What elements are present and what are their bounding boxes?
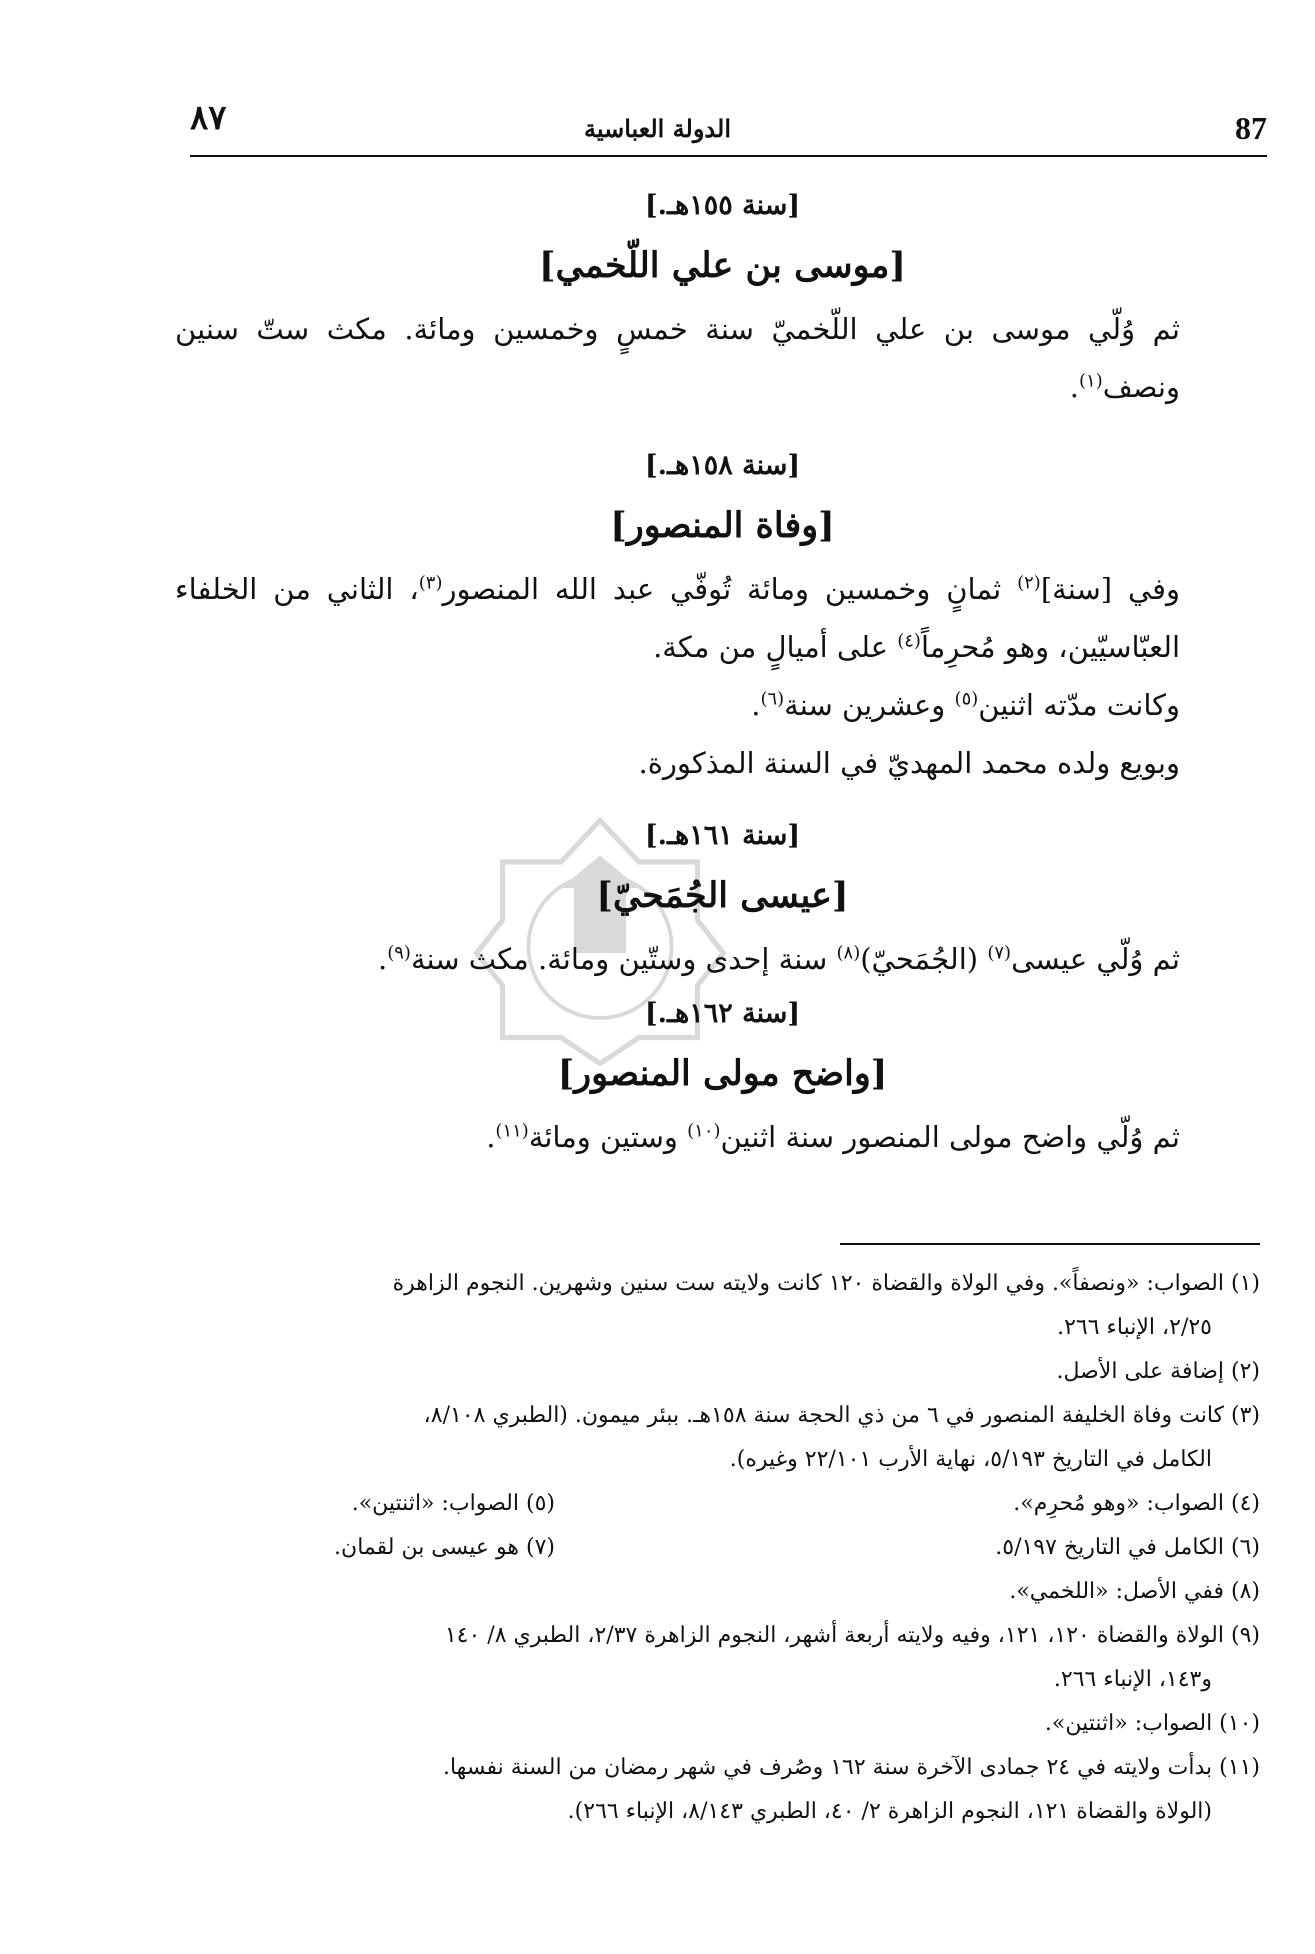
footnote-ref: (٦) <box>760 688 785 710</box>
section-heading: [وفاة المنصور] <box>610 505 835 546</box>
footnote-ref: (٧) <box>987 942 1012 964</box>
page-number-arabic: ٨٧ <box>190 98 227 138</box>
paragraph: ثم وُلّي موسى بن علي اللّخميّ سنة خمسٍ وخمسين ومائة. مكث ستّ سنين ونصف$^{(١)}$. <box>175 312 1180 404</box>
footnote-ref: (١) <box>1079 370 1103 392</box>
header-rule <box>190 155 1267 157</box>
footnote-ref: (٣) <box>418 572 443 594</box>
running-header <box>0 98 1315 168</box>
paragraph: وبويع ولده محمد المهديّ في السنة المذكورة. <box>638 746 1180 780</box>
footnote-pair <box>170 1482 1260 1526</box>
year-heading: [سنة ١٥٥هـ.] <box>644 190 801 221</box>
footnote-pair <box>170 1526 1260 1570</box>
footnote: (٦) الكامل في التاريخ ٥/١٩٧. <box>995 1535 1260 1560</box>
year-heading: [سنة ١٥٨هـ.] <box>644 450 801 481</box>
paragraph: ثم وُلّي واضح مولى المنصور سنة اثنين$^{(١٠)}$ وستين ومائة$^{(١١)}$. <box>486 1120 1180 1154</box>
section-heading: [عيسى الجُمَحيّ] <box>596 875 849 916</box>
footnote: (٥) الصواب: «اثنتين». <box>351 1491 555 1516</box>
footnote-ref: (١٠) <box>687 1120 721 1142</box>
year-heading: [سنة ١٦١هـ.] <box>644 820 801 851</box>
footnote: (١١) بدأت ولايته في ٢٤ جمادى الآخرة سنة ١٦٢ وصُرف في شهر رمضان من السنة نفسها. <box>442 1755 1260 1780</box>
footnote-rule <box>840 1243 1260 1245</box>
year-heading: [سنة ١٦٢هـ.] <box>644 998 801 1029</box>
footnote-continuation: الكامل في التاريخ ٥/١٩٣، نهاية الأرب ٢٢/١٠١ وغيره). <box>729 1447 1212 1472</box>
footnote-ref: (٢) <box>1017 572 1041 594</box>
running-title: الدولة العباسية <box>583 114 732 143</box>
paragraph: وفي [سنة]$^{(٢)}$ ثمانٍ وخمسين ومائة تُوفّي عبد الله المنصور$^{(٣)}$، الثاني من الخلفاء العبّاسيّين، وهو مُحرِماً$^{(٤)}$ على أميالٍ من مكة. <box>175 572 1180 664</box>
footnote-continuation: ٢/٢٥، الإنباء ٢٦٦. <box>1057 1315 1212 1340</box>
section-heading: [واضح مولى المنصور] <box>557 1053 888 1094</box>
paragraph: ثم وُلّي عيسى$^{(٧)}$ (الجُمَحيّ)$^{(٨)}$ سنة إحدى وستّين ومائة. مكث سنة$^{(٩)}$. <box>378 942 1180 976</box>
footnote: (١٠) الصواب: «اثنتين». <box>1044 1711 1260 1736</box>
footnote-ref: (٨) <box>836 942 861 964</box>
footnote-ref: (٩) <box>387 942 411 964</box>
footnote-continuation: (الولاة والقضاة ١٢١، النجوم الزاهرة ٢/ ٤٠، الطبري ٨/١٤٣، الإنباء ٢٦٦). <box>567 1799 1212 1824</box>
page-number-latin: 87 <box>1235 110 1267 146</box>
footnote-ref: (٥) <box>954 688 979 710</box>
footnote-ref: (١١) <box>495 1120 529 1142</box>
footnote-ref: (٤) <box>897 630 921 652</box>
paragraph: وكانت مدّته اثنين$^{(٥)}$ وعشرين سنة$^{(٦)}$. <box>751 688 1180 722</box>
footnote: (٨) ففي الأصل: «اللخمي». <box>1009 1579 1260 1604</box>
footnote: (٧) هو عيسى بن لقمان. <box>334 1535 555 1560</box>
footnote: (٩) الولاة والقضاة ١٢٠، ١٢١، وفيه ولايته أربعة أشهر، النجوم الزاهرة ٢/٣٧، الطبري ٨/ ١٤٠ <box>444 1623 1260 1648</box>
main-text <box>175 180 1270 1166</box>
footnote-continuation: و١٤٣، الإنباء ٢٦٦. <box>1053 1667 1212 1692</box>
footnote: (٤) الصواب: «وهو مُحرِم». <box>1013 1491 1260 1516</box>
section-heading: [موسى بن علي اللّخمي] <box>538 245 906 286</box>
footnote: (٢) إضافة على الأصل. <box>1056 1359 1260 1384</box>
footnote: (٣) كانت وفاة الخليفة المنصور في ٦ من ذي الحجة سنة ١٥٨هـ. ببئر ميمون. (الطبري ٨/١٠٨، <box>423 1403 1260 1428</box>
footnote: (١) الصواب: «ونصفاً». وفي الولاة والقضاة ١٢٠ كانت ولايته ست سنين وشهرين. النجوم الزاهرة <box>392 1271 1260 1296</box>
footnotes <box>170 1262 1260 1834</box>
